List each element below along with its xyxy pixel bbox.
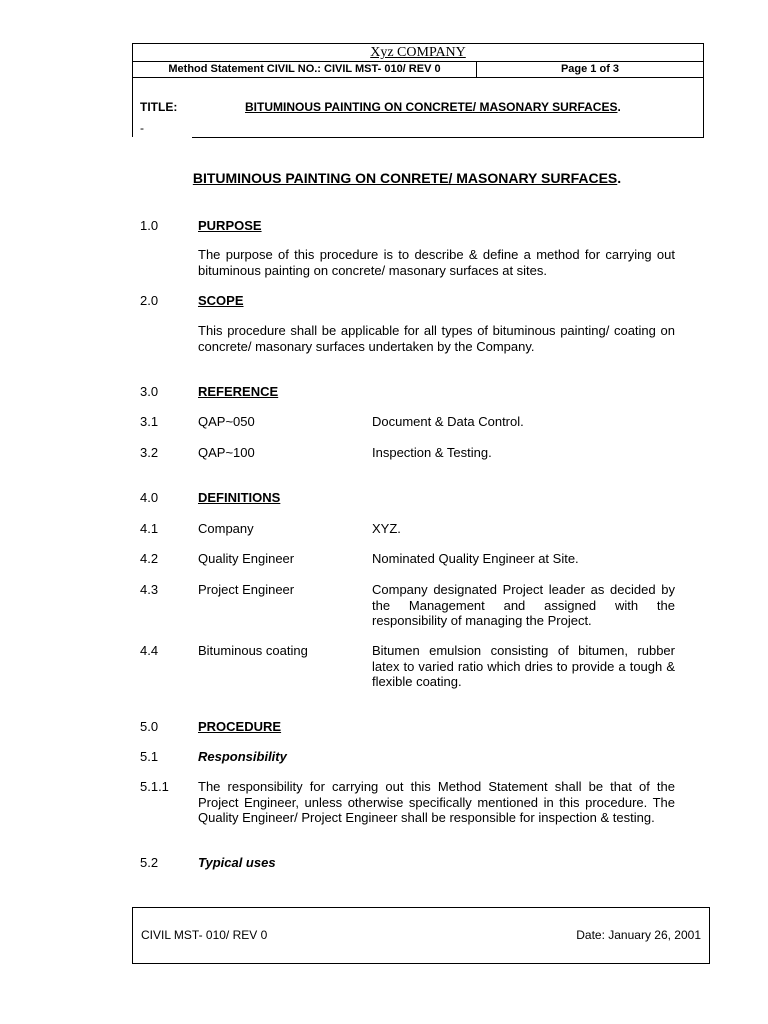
footer-document-number: CIVIL MST- 010/ REV 0: [141, 928, 268, 942]
title-dash: -: [140, 121, 144, 135]
header-title-text: BITUMINOUS PAINTING ON CONCRETE/ MASONARY SURFACES: [245, 100, 618, 114]
definition-desc: Nominated Quality Engineer at Site.: [372, 551, 579, 566]
definition-term: Quality Engineer: [198, 551, 295, 566]
section-number: 2.0: [140, 293, 159, 308]
header-title-period: .: [617, 100, 621, 114]
definition-term: Company: [198, 521, 254, 536]
footer-date: Date: January 26, 2001: [576, 928, 701, 942]
document-title-text: BITUMINOUS PAINTING ON CONRETE/ MASONARY SURFACES: [192, 170, 618, 186]
header-title: [245, 100, 621, 114]
definition-term: Bituminous coating: [198, 643, 308, 658]
page-indicator: Page 1 of 3: [560, 63, 620, 75]
purpose-text: The purpose of this procedure is to describe & define a method for carrying out bituminous painting on concrete/ masonary surfaces at sites.: [198, 247, 675, 278]
section-heading-purpose: PURPOSE: [198, 218, 262, 233]
definition-desc: XYZ.: [372, 521, 401, 536]
definition-desc: Company designated Project leader as decided by the Management and assigned with the responsibility of managing the Project.: [372, 582, 675, 628]
subsection-number: 5.2: [140, 855, 159, 870]
section-heading-procedure: PROCEDURE: [198, 719, 282, 734]
header-notch: [132, 137, 192, 139]
subsection-number: 5.1: [140, 749, 159, 764]
footer-box: [132, 907, 710, 964]
reference-item-number: 3.1: [140, 414, 159, 429]
reference-item-number: 3.2: [140, 445, 159, 460]
method-statement-number: Method Statement CIVIL NO.: CIVIL MST- 010/ REV 0: [133, 61, 477, 77]
section-heading-definitions: DEFINITIONS: [198, 490, 281, 505]
section-number: 3.0: [140, 384, 159, 399]
title-label: TITLE:: [140, 100, 178, 114]
definition-term: Project Engineer: [198, 582, 295, 597]
document-title-period: .: [617, 170, 622, 186]
section-number: 4.0: [140, 490, 159, 505]
definition-number: 4.4: [140, 643, 159, 658]
section-number: 1.0: [140, 218, 159, 233]
section-heading-reference: REFERENCE: [198, 384, 279, 399]
definition-number: 4.3: [140, 582, 159, 597]
definition-number: 4.2: [140, 551, 159, 566]
subsection-heading-typical-uses: Typical uses: [198, 855, 276, 870]
section-number: 5.0: [140, 719, 159, 734]
clause-number: 5.1.1: [140, 779, 169, 794]
definition-number: 4.1: [140, 521, 159, 536]
section-heading-scope: SCOPE: [198, 293, 244, 308]
reference-item-code: QAP~050: [198, 414, 255, 429]
company-name: Xyz COMPANY: [370, 45, 466, 60]
reference-item-desc: Document & Data Control.: [372, 414, 524, 429]
reference-item-desc: Inspection & Testing.: [372, 445, 492, 460]
header-divider-2: [133, 77, 703, 78]
header-box: [132, 43, 704, 138]
scope-text: This procedure shall be applicable for all types of bituminous painting/ coating on concrete/ masonary surfaces undertaken by the Company.: [198, 323, 675, 354]
subsection-heading-responsibility: Responsibility: [198, 749, 287, 764]
definition-desc: Bitumen emulsion consisting of bitumen, rubber latex to varied ratio which dries to provide a tough & flexible coating.: [372, 643, 675, 689]
responsibility-text: The responsibility for carrying out this Method Statement shall be that of the Project Engineer, unless otherwise specifically mentioned in this procedure. The Quality Engineer/ Project Engineer shall be responsible for inspection & testing.: [198, 779, 675, 825]
document-title: [0, 170, 768, 186]
reference-item-code: QAP~100: [198, 445, 255, 460]
